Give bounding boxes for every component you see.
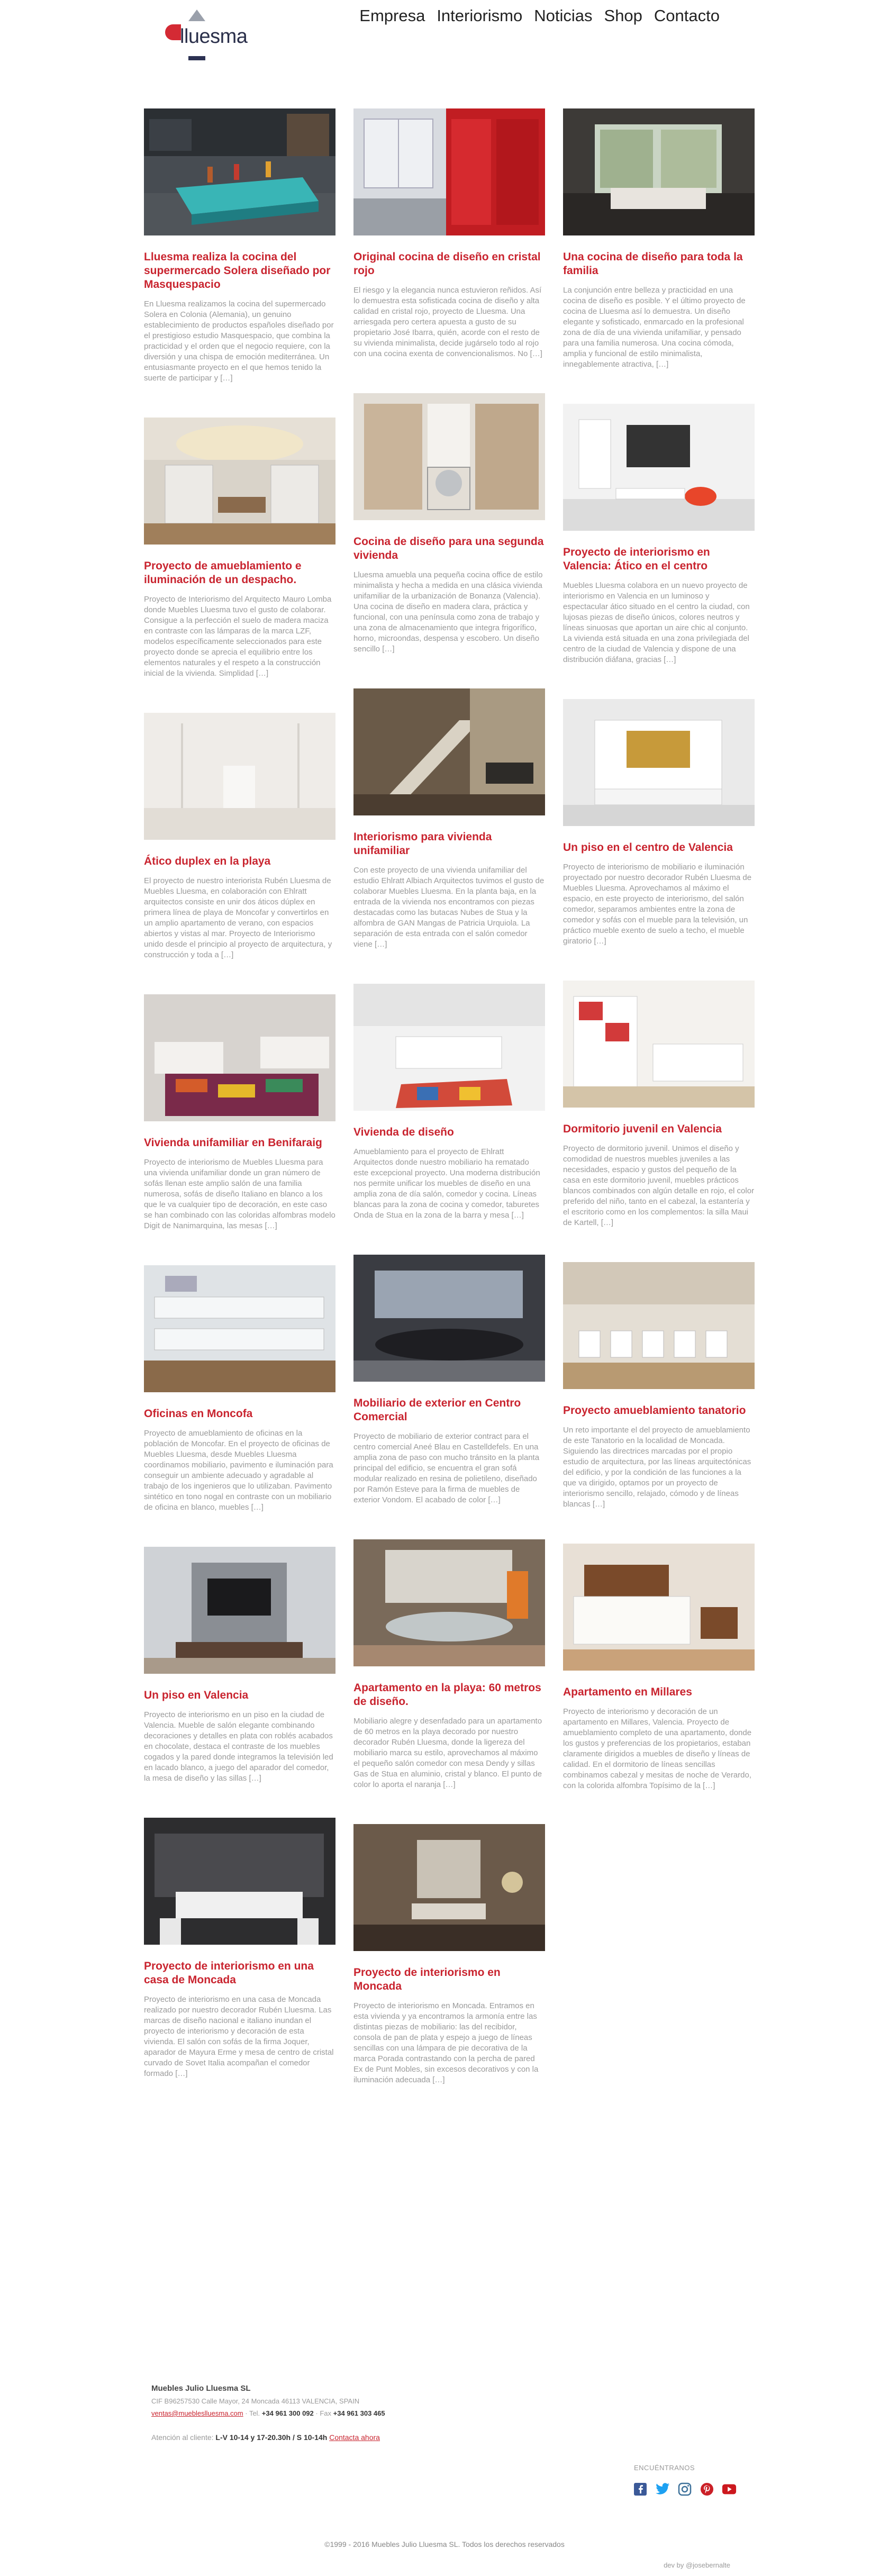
- post-thumbnail[interactable]: [144, 1547, 335, 1674]
- post-excerpt: Proyecto de interiorismo en Moncada. Entramos en esta vivienda y ya encontramos la armonía entre las distintas piezas de mobiliario: las del recibidor, consola de pan de plata y espejo a juego de líneas sencillas con una lámpara de pie decorativa de la marca Porada contrastando con la percha de pared Ex de Punt Mobles, sin excesos decorativos y con la iluminación adecuada […]: [353, 2001, 539, 2084]
- nav-empresa[interactable]: Empresa: [359, 6, 425, 25]
- nav-shop[interactable]: Shop: [604, 6, 642, 25]
- post-card[interactable]: [353, 1255, 545, 1505]
- copyright: ©1999 - 2016 Muebles Julio Lluesma SL. Todos los derechos reservados: [324, 2540, 565, 2548]
- post-thumbnail[interactable]: [144, 108, 335, 235]
- post-thumbnail[interactable]: [144, 713, 335, 840]
- post-excerpt: Proyecto de interiorismo de mobiliario e iluminación proyectado por nuestro decorador Rubén Lluesma de Muebles Lluesma. Aprovechamos al máximo el espacio, en este proyecto de interiorismo, del salón comedor, separamos ambientes entre la zona de comedor y sofás con el mueble para la televisión, un práctico mueble exento de suelo a techo, el mueble giratorio […]: [563, 863, 752, 946]
- footer-tel-label: · Tel.: [245, 2409, 260, 2417]
- post-card[interactable]: [353, 393, 545, 655]
- post-card[interactable]: [144, 108, 335, 384]
- post-thumbnail[interactable]: [144, 1265, 335, 1392]
- post-excerpt: Proyecto de interiorismo en una casa de Moncada realizado por nuestro decorador Rubén Lluesma. Las marcas de diseño nacional e italiano inundan el proyecto de interiorismo y decoración de esta vivienda. El salón con sofás de la firma Joquer, aparador de Mayura Erme y mesa de centro de cristal curvado de Sovet Italia acompañan el comedor formado […]: [144, 1995, 334, 2078]
- post-card[interactable]: [563, 981, 755, 1228]
- post-excerpt: Proyecto de interiorismo y decoración de un apartamento en Millares, Valencia. Proyecto de amueblamiento completo de una apartamento, donde los gustos y preferencias de los propietarios, estaban claramente dirigidos a muebles de diseño y líneas de calidad. En el dormitorio de líneas sencillas combinamos cabezal y mesitas de noche de Verardo, con la colorida alfombra Topísimo de la […]: [563, 1707, 752, 1790]
- post-title[interactable]: Proyecto de interiorismo en Valencia: Ático en el centro: [563, 546, 710, 572]
- post-title[interactable]: Dormitorio juvenil en Valencia: [563, 1123, 722, 1135]
- post-title[interactable]: Ático duplex en la playa: [144, 855, 271, 867]
- social-title: ENCUÉNTRANOS: [634, 2464, 695, 2472]
- site-header: [0, 0, 889, 74]
- post-title[interactable]: Mobiliario de exterior en Centro Comercial: [353, 1397, 521, 1423]
- post-thumbnail[interactable]: [144, 994, 335, 1121]
- post-excerpt: En Lluesma realizamos la cocina del supermercado Solera en Colonia (Alemania), un genuino establecimiento de productos españoles diseñado por el prestigioso estudio Masquespacio, que combina la practicidad y el orden que el negocio requiere, con la diversión y una chispa de emoción mediterránea. Un entusiasmante proyecto en el que hemos tenido la suerte de participar y […]: [144, 300, 334, 383]
- post-excerpt: Proyecto de mobiliario de exterior contract para el centro comercial Aneé Blau en Castelldefels. En una amplia zona de paso con mucho tránsito en la planta principal del edificio, se encuentra el gran sofá modular realizado en resina de polietileno, diseñado por Ramón Esteve para la firma de muebles de exterior Vondom. El acabado de color […]: [353, 1432, 540, 1504]
- footer-contact-line: [151, 2409, 744, 2417]
- post-title[interactable]: Proyecto de amueblamiento e iluminación de un despacho.: [144, 560, 302, 586]
- post-card[interactable]: [563, 108, 755, 370]
- post-thumbnail[interactable]: [353, 393, 545, 520]
- post-title[interactable]: Un piso en Valencia: [144, 1689, 249, 1701]
- post-card[interactable]: [563, 1544, 755, 1791]
- main-nav: [359, 6, 720, 25]
- post-thumbnail[interactable]: [563, 699, 755, 826]
- post-excerpt: El riesgo y la elegancia nunca estuvieron reñidos. Así lo demuestra esta sofisticada cocina de diseño y alta calidad en cristal rojo, proyecto de Lluesma. Una arriesgada pero certera apuesta a gusto de su propietario José Ibarra, quién, acorde con el resto de su vivienda minimalista, decide jugárselo todo al rojo con una cocina exenta de convencionalismos. No […]: [353, 286, 542, 358]
- post-excerpt: El proyecto de nuestro interiorista Rubén Lluesma de Muebles Lluesma, en colaboración con Ehlratt arquitectos consiste en unir dos áticos dúplex en primera línea de playa de Moncofar y convertirlos en un amplio apartamento de verano, con espacios abiertos y vistas al mar. Proyecto de Interiorismo unido desde el principio al proyecto de arquitectura, y construcción y toda a […]: [144, 876, 332, 959]
- nav-contacto[interactable]: Contacto: [654, 6, 720, 25]
- post-title[interactable]: Lluesma realiza la cocina del supermercado Solera diseñado por Masquespacio: [144, 251, 331, 291]
- twitter-icon[interactable]: [655, 2482, 670, 2497]
- post-thumbnail[interactable]: [353, 984, 545, 1111]
- youtube-icon[interactable]: [722, 2482, 737, 2497]
- logo-triangle-mark: [188, 10, 205, 21]
- post-column: [353, 108, 545, 2119]
- post-excerpt: Un reto importante el del proyecto de amueblamiento de este Tanatorio en la localidad de Moncada. Siguiendo las directrices marcadas por el propio estudio de arquitectura, por las líneas arquitectónicas del edificio, y por la condición de las funciones a la que va dirigido, optamos por un proyecto de interiorismo sencillo, relajado, cómodo y de líneas blancas […]: [563, 1426, 751, 1509]
- post-title[interactable]: Interiorismo para vivienda unifamiliar: [353, 831, 492, 857]
- post-title[interactable]: Proyecto de interiorismo en Moncada: [353, 1966, 501, 1992]
- post-thumbnail[interactable]: [144, 418, 335, 545]
- post-card[interactable]: [144, 1265, 335, 1513]
- post-excerpt: Proyecto de Interiorismo del Arquitecto Mauro Lomba donde Muebles Lluesma tuvo el gusto de colaborar. Consigue a la perfección el suelo de madera maciza en contraste con las lámparas de la marca LZF, modelos específicamente seleccionados para este proyecto donde se aprecia el equilibrio entre los elementos naturales y el respeto a la construcción inicial de la vivienda. Simplidad […]: [144, 595, 332, 678]
- post-thumbnail[interactable]: [563, 1262, 755, 1389]
- post-excerpt: Proyecto de interiorismo en un piso en la ciudad de Valencia. Mueble de salón elegante combinando decoraciones y detalles en plata con roblés acabados en chocolate, destaca el contraste de los muebles cogados y la pared donde integramos la televisión led en lacado blanco, a juego del aparador del comedor, la mesa de diseño y las sillas […]: [144, 1710, 333, 1783]
- post-excerpt: Muebles Lluesma colabora en un nuevo proyecto de interiorismo en Valencia en un luminoso y espectacular ático situado en el centro la ciudad, con lujosas piezas de diseño únicos, colores neutros y líneas sinuosas que aportan un aire chic al conjunto. La vivienda está situada en una zona privilegiada del centro de la ciudad de Valencia y dispone de una distribución diáfana, gracias […]: [563, 581, 750, 664]
- logo-red-mark: [165, 24, 181, 40]
- post-column: [144, 108, 335, 2119]
- post-card[interactable]: [144, 1818, 335, 2079]
- footer-address: CIF B96257530 Calle Mayor, 24 Moncada 46113 VALENCIA, SPAIN: [151, 2397, 360, 2405]
- post-thumbnail[interactable]: [563, 404, 755, 531]
- pinterest-icon[interactable]: [700, 2482, 714, 2497]
- post-card[interactable]: [353, 688, 545, 950]
- footer-company: Muebles Julio Lluesma SL: [151, 2384, 251, 2393]
- post-card[interactable]: [144, 1547, 335, 1784]
- post-card[interactable]: [353, 1539, 545, 1790]
- post-card[interactable]: [563, 699, 755, 947]
- post-thumbnail[interactable]: [353, 1824, 545, 1951]
- post-title[interactable]: Apartamento en la playa: 60 metros de diseño.: [353, 1682, 541, 1708]
- post-thumbnail[interactable]: [563, 108, 755, 235]
- post-column: [563, 108, 755, 2119]
- post-thumbnail[interactable]: [353, 1539, 545, 1666]
- post-title[interactable]: Un piso en el centro de Valencia: [563, 841, 733, 854]
- post-title[interactable]: Proyecto amueblamiento tanatorio: [563, 1404, 746, 1417]
- post-excerpt: Mobiliario alegre y desenfadado para un apartamento de 60 metros en la playa decorado por nuestro decorador Rubén Lluesma, donde la ligereza del mobiliario marca su estilo, aprovechamos al máximo el pequeño salón comedor con mesa Dendy y sillas Gas de Stua en aluminio, cristal y blanco. El punto de color lo aporta el naranja […]: [353, 1717, 542, 1789]
- post-title[interactable]: Vivienda unifamiliar en Benifaraig: [144, 1137, 322, 1149]
- post-title[interactable]: Vivienda de diseño: [353, 1126, 454, 1138]
- facebook-icon[interactable]: [633, 2482, 648, 2497]
- logo-bar-mark: [188, 56, 205, 60]
- post-thumbnail[interactable]: [563, 1544, 755, 1671]
- footer-fax: +34 961 303 465: [333, 2409, 385, 2417]
- post-card[interactable]: [353, 984, 545, 1221]
- post-grid: [144, 108, 755, 2119]
- post-title[interactable]: Original cocina de diseño en cristal rojo: [353, 251, 541, 277]
- post-thumbnail[interactable]: [353, 1255, 545, 1382]
- post-thumbnail[interactable]: [144, 1818, 335, 1945]
- nav-noticias[interactable]: Noticias: [534, 6, 593, 25]
- footer-email-link[interactable]: ventas@muebleslluesma.com: [151, 2409, 243, 2417]
- footer-hours-label: Atención al cliente:: [151, 2433, 214, 2442]
- post-card[interactable]: [353, 108, 545, 359]
- post-card[interactable]: [563, 1262, 755, 1510]
- site-footer: [151, 2384, 744, 2442]
- post-card[interactable]: [353, 1824, 545, 2085]
- post-excerpt: Proyecto de amueblamiento de oficinas en la población de Moncofar. En el proyecto de oficinas de Muebles Lluesma, desde Muebles Lluesma coordinamos mobiliario, pavimento e iluminación para conseguir un ambiente adecuado y agradable al trabajo de los ingenieros que lo utilizaban. Pavimento sintético en tono nogal en contraste con un mobiliario de oficina en blanco, muebles […]: [144, 1429, 333, 1512]
- footer-hours: [151, 2433, 744, 2442]
- footer-contact-link[interactable]: Contacta ahora: [329, 2433, 380, 2442]
- logo-text: lluesma: [180, 25, 248, 48]
- post-card[interactable]: [563, 404, 755, 665]
- post-card[interactable]: [144, 994, 335, 1231]
- post-title[interactable]: Una cocina de diseño para toda la familia: [563, 251, 743, 277]
- post-title[interactable]: Proyecto de interiorismo en una casa de Moncada: [144, 1960, 314, 1986]
- post-title[interactable]: Cocina de diseño para una segunda vivienda: [353, 536, 544, 561]
- instagram-icon[interactable]: [677, 2482, 692, 2497]
- site-logo[interactable]: [165, 4, 250, 62]
- post-thumbnail[interactable]: [563, 981, 755, 1108]
- post-excerpt: Lluesma amuebla una pequeña cocina office de estilo minimalista y hecha a medida en una clásica vivienda unifamiliar de la urbanización de Bonanza (Valencia). Una cocina de diseño en madera clara, práctica y funcional, con una península como zona de trabajo y una zona de almacenamiento que integra frigorífico, horno, microondas, despensa y escobero. Un diseño sencillo […]: [353, 570, 543, 654]
- social-links: [633, 2482, 737, 2497]
- post-excerpt: Con este proyecto de una vivienda unifamiliar del estudio Ehlratt Albiach Arquitectos tuvimos el gusto de colaborar Muebles Lluesma. En la planta baja, en la entrada de la vivienda nos encontramos con piezas destacadas como las butacas Nubes de Stua y la alfombra de GAN Mangas de Patricia Urquiola. La separación de esta entrada con el salón comedor viene […]: [353, 866, 545, 949]
- post-thumbnail[interactable]: [353, 108, 545, 235]
- post-title[interactable]: Apartamento en Millares: [563, 1686, 692, 1698]
- footer-tel: +34 961 300 092: [261, 2409, 314, 2417]
- nav-interiorismo[interactable]: Interiorismo: [437, 6, 523, 25]
- post-excerpt: Proyecto de dormitorio juvenil. Unimos el diseño y comodidad de nuestros muebles juveniles a las necesidades, espacio y gustos del pequeño de la casa en este dormitorio juvenil, muebles prácticos blancos combinados con algún detalle en rojo, el color preferido del niño, tanto en el cabezal, la estantería y el escritorio como en los complementos: la silla Maui de Kartell, […]: [563, 1144, 755, 1227]
- dev-by: dev by @josebernalte: [664, 2561, 730, 2569]
- post-excerpt: Amueblamiento para el proyecto de Ehlratt Arquitectos donde nuestro mobiliario ha rematado este excepcional proyecto. Una moderna distribución nos permite unificar los muebles de diseño en una amplia zona de día salón, comedor y cocina. Líneas blancas para la zona de cocina y comedor, taburetes Onda de Stua en la zona de la barra y mesa […]: [353, 1147, 540, 1220]
- footer-hours-value: L-V 10-14 y 17-20.30h / S 10-14h: [215, 2433, 328, 2442]
- post-thumbnail[interactable]: [353, 688, 545, 815]
- post-title[interactable]: Oficinas en Moncofa: [144, 1408, 253, 1420]
- post-excerpt: Proyecto de interiorismo de Muebles Lluesma para una vivienda unifamiliar donde un gran número de sofás llenan este amplio salón de una familia numerosa, sofás de diseño Italiano en blanco a los que le va cualquier tipo de decoración, en este caso se han combinado con las coloridas alfombras modelo Digit de Nanimarquina, las mesas […]: [144, 1158, 335, 1230]
- post-card[interactable]: [144, 418, 335, 679]
- post-card[interactable]: [144, 713, 335, 960]
- footer-fax-label: · Fax: [315, 2409, 332, 2417]
- post-excerpt: La conjunción entre belleza y practicidad en una cocina de diseño es posible. Y el último proyecto de cocina de Lluesma así lo demuestra. Un diseño elegante y sofisticado, enmarcado en la profesional zona de día de una vivienda unifamiliar, y pensado para una familia numerosa. Una cocina cómoda, amplia y funcional de estilo minimalista, innegablemente atractiva, […]: [563, 286, 746, 369]
